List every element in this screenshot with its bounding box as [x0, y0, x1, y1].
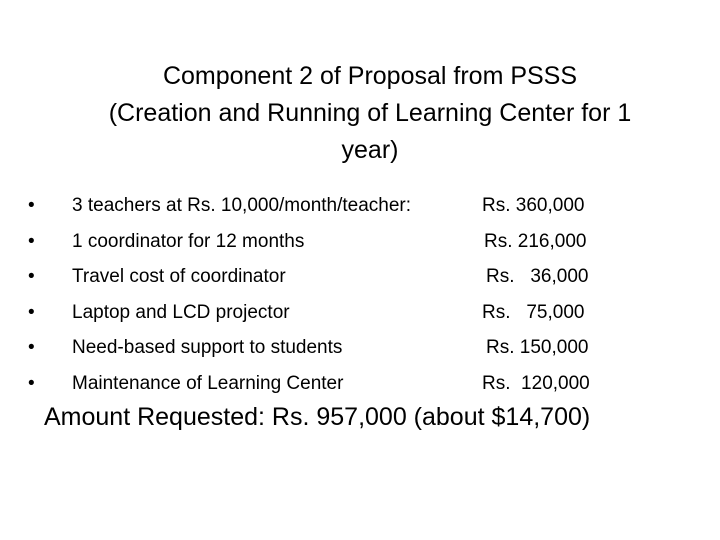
- bullet-icon: •: [28, 230, 35, 252]
- cost-item-amount: Rs. 75,000: [482, 301, 585, 323]
- bullet-icon: •: [28, 301, 35, 323]
- bullet-icon: •: [28, 195, 35, 216]
- cost-item-teachers: [28, 188, 698, 224]
- cost-item-label: 1 coordinator for 12 months: [72, 230, 305, 252]
- slide-title: [40, 58, 700, 169]
- cost-item-amount: Rs. 150,000: [486, 337, 589, 358]
- cost-item-student-support: [28, 330, 698, 366]
- title-line-1: Component 2 of Proposal from PSSS: [162, 62, 578, 90]
- cost-item-label: Travel cost of coordinator: [72, 266, 286, 287]
- amount-requested: Amount Requested: Rs. 957,000 (about $14,700): [44, 403, 591, 431]
- cost-item-amount: Rs. 360,000: [482, 195, 585, 216]
- cost-item-maintenance: [28, 366, 698, 402]
- cost-item-laptop: [28, 295, 698, 331]
- cost-item-label: 3 teachers at Rs. 10,000/month/teacher:: [72, 195, 412, 216]
- title-line-2: (Creation and Running of Learning Center for 1: [108, 99, 632, 127]
- title-line-3: year): [341, 136, 399, 164]
- cost-item-coordinator: [28, 224, 698, 260]
- bullet-icon: •: [28, 266, 35, 287]
- bullet-icon: •: [28, 337, 35, 358]
- cost-item-label: Need-based support to students: [72, 337, 343, 358]
- cost-item-label: Laptop and LCD projector: [72, 301, 290, 323]
- cost-item-label: Maintenance of Learning Center: [72, 372, 344, 394]
- cost-item-amount: Rs. 216,000: [484, 230, 587, 252]
- cost-item-amount: Rs. 36,000: [486, 266, 589, 287]
- cost-item-travel: [28, 259, 698, 295]
- cost-item-amount: Rs. 120,000: [482, 372, 590, 394]
- bullet-icon: •: [28, 372, 35, 394]
- cost-list: [28, 188, 698, 401]
